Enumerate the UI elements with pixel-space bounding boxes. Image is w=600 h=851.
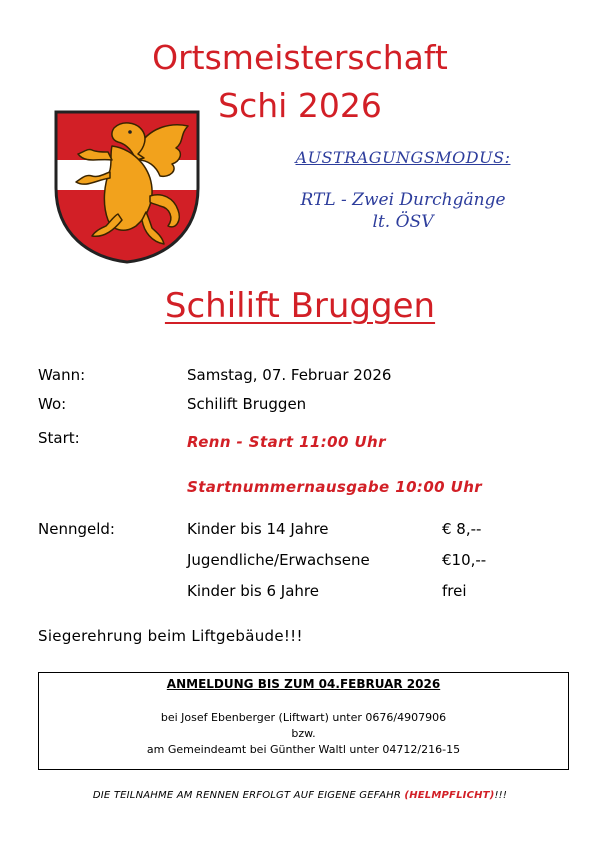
where-value: Schilift Bruggen <box>187 395 307 413</box>
disclaimer-suffix: !!! <box>494 790 508 801</box>
start-label: Start: <box>38 429 80 447</box>
modus-line-1: RTL - Zwei Durchgänge <box>300 190 506 210</box>
modus-line-2: lt. ÖSV <box>372 212 434 232</box>
registration-contact-1: bei Josef Ebenberger (Liftwart) unter 0676/4907906 <box>160 711 447 724</box>
start-race: Renn - Start 11:00 Uhr <box>187 433 386 451</box>
disclaimer-text: DIE TEILNAHME AM RENNEN ERFOLGT AUF EIGENE GEFAHR <box>92 790 405 801</box>
disclaimer-warning: (HELMPFLICHT) <box>404 790 495 801</box>
fee-group: Kinder bis 6 Jahre <box>187 582 319 600</box>
ceremony-note: Siegerehrung beim Liftgebäude!!! <box>38 627 303 645</box>
venue-title: Schilift Bruggen <box>164 286 436 326</box>
fee-price: € 8,-- <box>442 520 482 538</box>
title-line-1: Ortsmeisterschaft <box>152 38 448 77</box>
registration-box <box>38 672 569 770</box>
registration-contact-2: am Gemeindeamt bei Günther Waltl unter 04712/216-15 <box>146 743 461 756</box>
griffin-crest-icon <box>52 108 202 266</box>
where-label: Wo: <box>38 395 67 413</box>
start-numbers: Startnummernausgabe 10:00 Uhr <box>187 478 483 496</box>
when-label: Wann: <box>38 366 86 384</box>
fee-group: Kinder bis 14 Jahre <box>187 520 329 538</box>
registration-or: bzw. <box>291 727 316 740</box>
registration-title: ANMELDUNG BIS ZUM 04.FEBRUAR 2026 <box>166 677 441 691</box>
when-value: Samstag, 07. Februar 2026 <box>187 366 392 384</box>
fee-label: Nenngeld: <box>38 520 115 538</box>
disclaimer <box>0 790 600 801</box>
modus-heading: AUSTRAGUNGSMODUS: <box>295 148 511 167</box>
fee-price: €10,-- <box>442 551 487 569</box>
title-line-2: Schi 2026 <box>218 86 382 125</box>
fee-price: frei <box>442 582 467 600</box>
fee-group: Jugendliche/Erwachsene <box>187 551 370 569</box>
